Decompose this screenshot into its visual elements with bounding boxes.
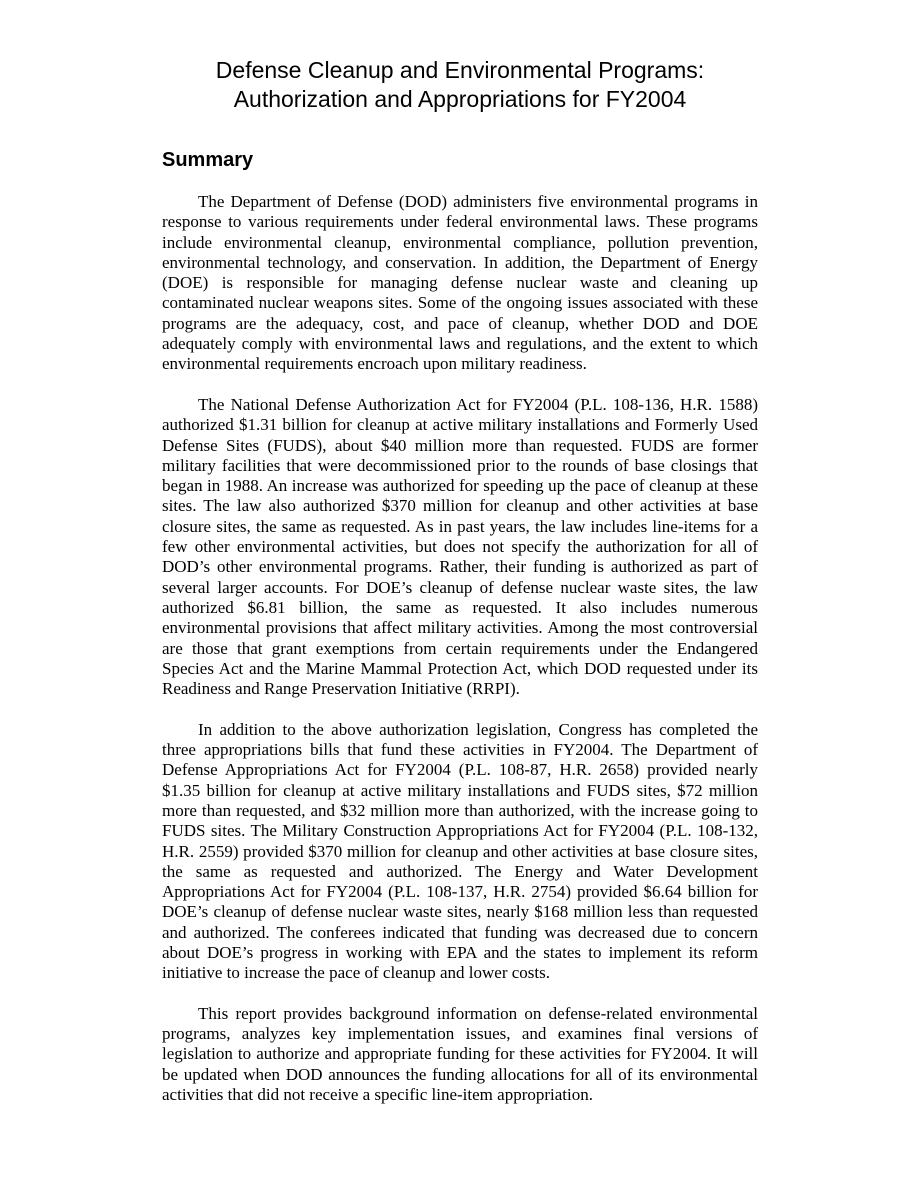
section-heading-summary: Summary bbox=[162, 149, 254, 171]
paragraph-1: The Department of Defense (DOD) administers five environmental programs in response to various requirements under federal environmental laws. These programs include environmental cleanup, environmental compliance, pollution prevention, environmental technology, and conservation. In addition, the Department of Energy (DOE) is responsible for managing defense nuclear waste and cleaning up contaminated nuclear weapons sites. Some of the ongoing issues associated with these programs are the adequacy, cost, and pace of cleanup, whether DOD and DOE adequately comply with environmental laws and regulations, and the extent to which environmental requirements encroach upon military readiness. bbox=[162, 192, 758, 374]
title-line-1: Defense Cleanup and Environmental Programs: bbox=[215, 57, 705, 83]
paragraph-3: In addition to the above authorization legislation, Congress has completed the three appropriations bills that fund these activities in FY2004. The Department of Defense Appropriations Act for FY2004 (P.L. 108-87, H.R. 2658) provided nearly $1.35 billion for cleanup at active military installations and FUDS sites, $72 million more than requested, and $32 million more than authorized, with the increase going to FUDS sites. The Military Construction Appropriations Act for FY2004 (P.L. 108-132, H.R. 2559) provided $370 million for cleanup and other activities at base closure sites, the same as requested and authorized. The Energy and Water Development Appropriations Act for FY2004 (P.L. 108-137, H.R. 2754) provided $6.64 billion for DOE’s cleanup of defense nuclear waste sites, nearly $168 million less than requested and authorized. The conferees indicated that funding was decreased due to concern about DOE’s progress in working with EPA and the states to implement its reform initiative to increase the pace of cleanup and lower costs. bbox=[162, 719, 758, 983]
paragraph-4: This report provides background information on defense-related environmental programs, analyzes key implementation issues, and examines final versions of legislation to authorize and appropriate funding for these activities for FY2004. It will be updated when DOD announces the funding allocations for all of its environmental activities that did not receive a specific line-item appropriation. bbox=[162, 1003, 758, 1105]
paragraph-2: The National Defense Authorization Act for FY2004 (P.L. 108-136, H.R. 1588) authorized $1.31 billion for cleanup at active military installations and Formerly Used Defense Sites (FUDS), about $40 million more than requested. FUDS are former military facilities that were decommissioned prior to the rounds of base closings that began in 1988. An increase was authorized for speeding up the pace of cleanup at these sites. The law also authorized $370 million for cleanup and other activities at base closure sites, the same as requested. As in past years, the law includes line-items for a few other environmental activities, but does not specify the authorization for all of DOD’s other environmental programs. Rather, their funding is authorized as part of several larger accounts. For DOE’s cleanup of defense nuclear waste sites, the law authorized $6.81 billion, the same as requested. It also includes numerous environmental provisions that affect military activities. Among the most controversial are those that grant exemptions from certain requirements under the Endangered Species Act and the Marine Mammal Protection Act, which DOD requested under its Readiness and Range Preservation Initiative (RRPI). bbox=[162, 394, 758, 699]
title-line-2: Authorization and Appropriations for FY2004 bbox=[233, 86, 687, 112]
summary-body bbox=[162, 192, 758, 1126]
document-title bbox=[162, 56, 758, 114]
